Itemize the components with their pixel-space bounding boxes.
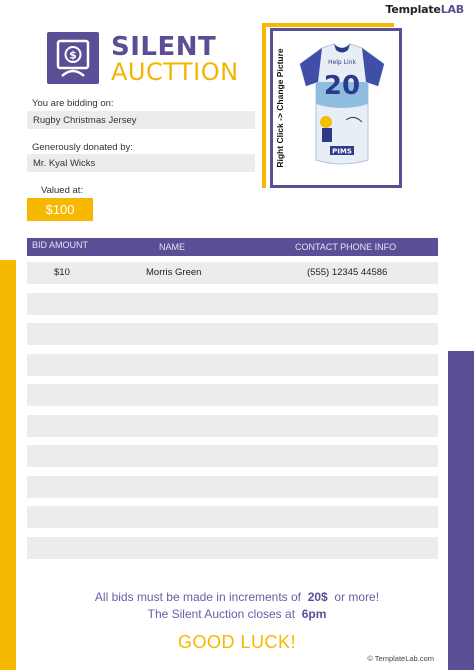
brand-logo: TemplateLAB [385,3,464,16]
closing-time-note: The Silent Auction closes at 6pm [147,607,327,621]
jersey-picture[interactable] [296,42,388,175]
title-line-2: AUCTTION [111,58,239,86]
svg-text:PIMS: PIMS [332,147,352,156]
table-row[interactable] [27,506,438,528]
table-row[interactable] [27,354,438,376]
table-row[interactable] [27,415,438,437]
side-accent-purple [448,351,474,670]
table-row[interactable] [27,476,438,498]
logo-dollar-card-icon [47,32,99,84]
valued-at-label: Valued at: [41,185,84,196]
svg-text:Help Link: Help Link [328,59,356,66]
cell-bid[interactable]: $10 [54,267,70,278]
header-name: NAME [159,242,186,252]
table-row[interactable] [27,445,438,467]
header-bid-amount: BID AMOUNT [31,240,88,250]
header-contact-phone: CONTACT PHONE INFO [295,242,397,252]
table-row[interactable] [27,293,438,315]
donated-by-field[interactable]: Mr. Kyal Wicks [27,154,255,172]
title-line-1: SILENT [111,32,217,62]
svg-text:20: 20 [323,71,361,101]
valued-at-field[interactable]: $100 [27,198,93,221]
cell-phone[interactable]: (555) 12345 44586 [307,267,388,278]
table-header [27,238,438,256]
copyright-text: © TemplateLab.com [367,654,434,663]
cell-name[interactable]: Morris Green [146,267,202,278]
table-row[interactable] [27,323,438,345]
increments-note: All bids must be made in increments of 20$ or more! [94,590,380,604]
change-picture-caption: Right Click -> Change Picture [275,48,285,168]
donated-by-label: Generously donated by: [32,142,133,153]
table-row[interactable] [27,537,438,559]
bidding-on-field[interactable]: Rugby Christmas Jersey [27,111,255,129]
table-row[interactable] [27,384,438,406]
good-luck-text: GOOD LUCK! [177,632,297,652]
table-row[interactable] [27,262,438,284]
bidding-on-label: You are bidding on: [32,98,114,109]
svg-text:$: $ [69,48,77,62]
